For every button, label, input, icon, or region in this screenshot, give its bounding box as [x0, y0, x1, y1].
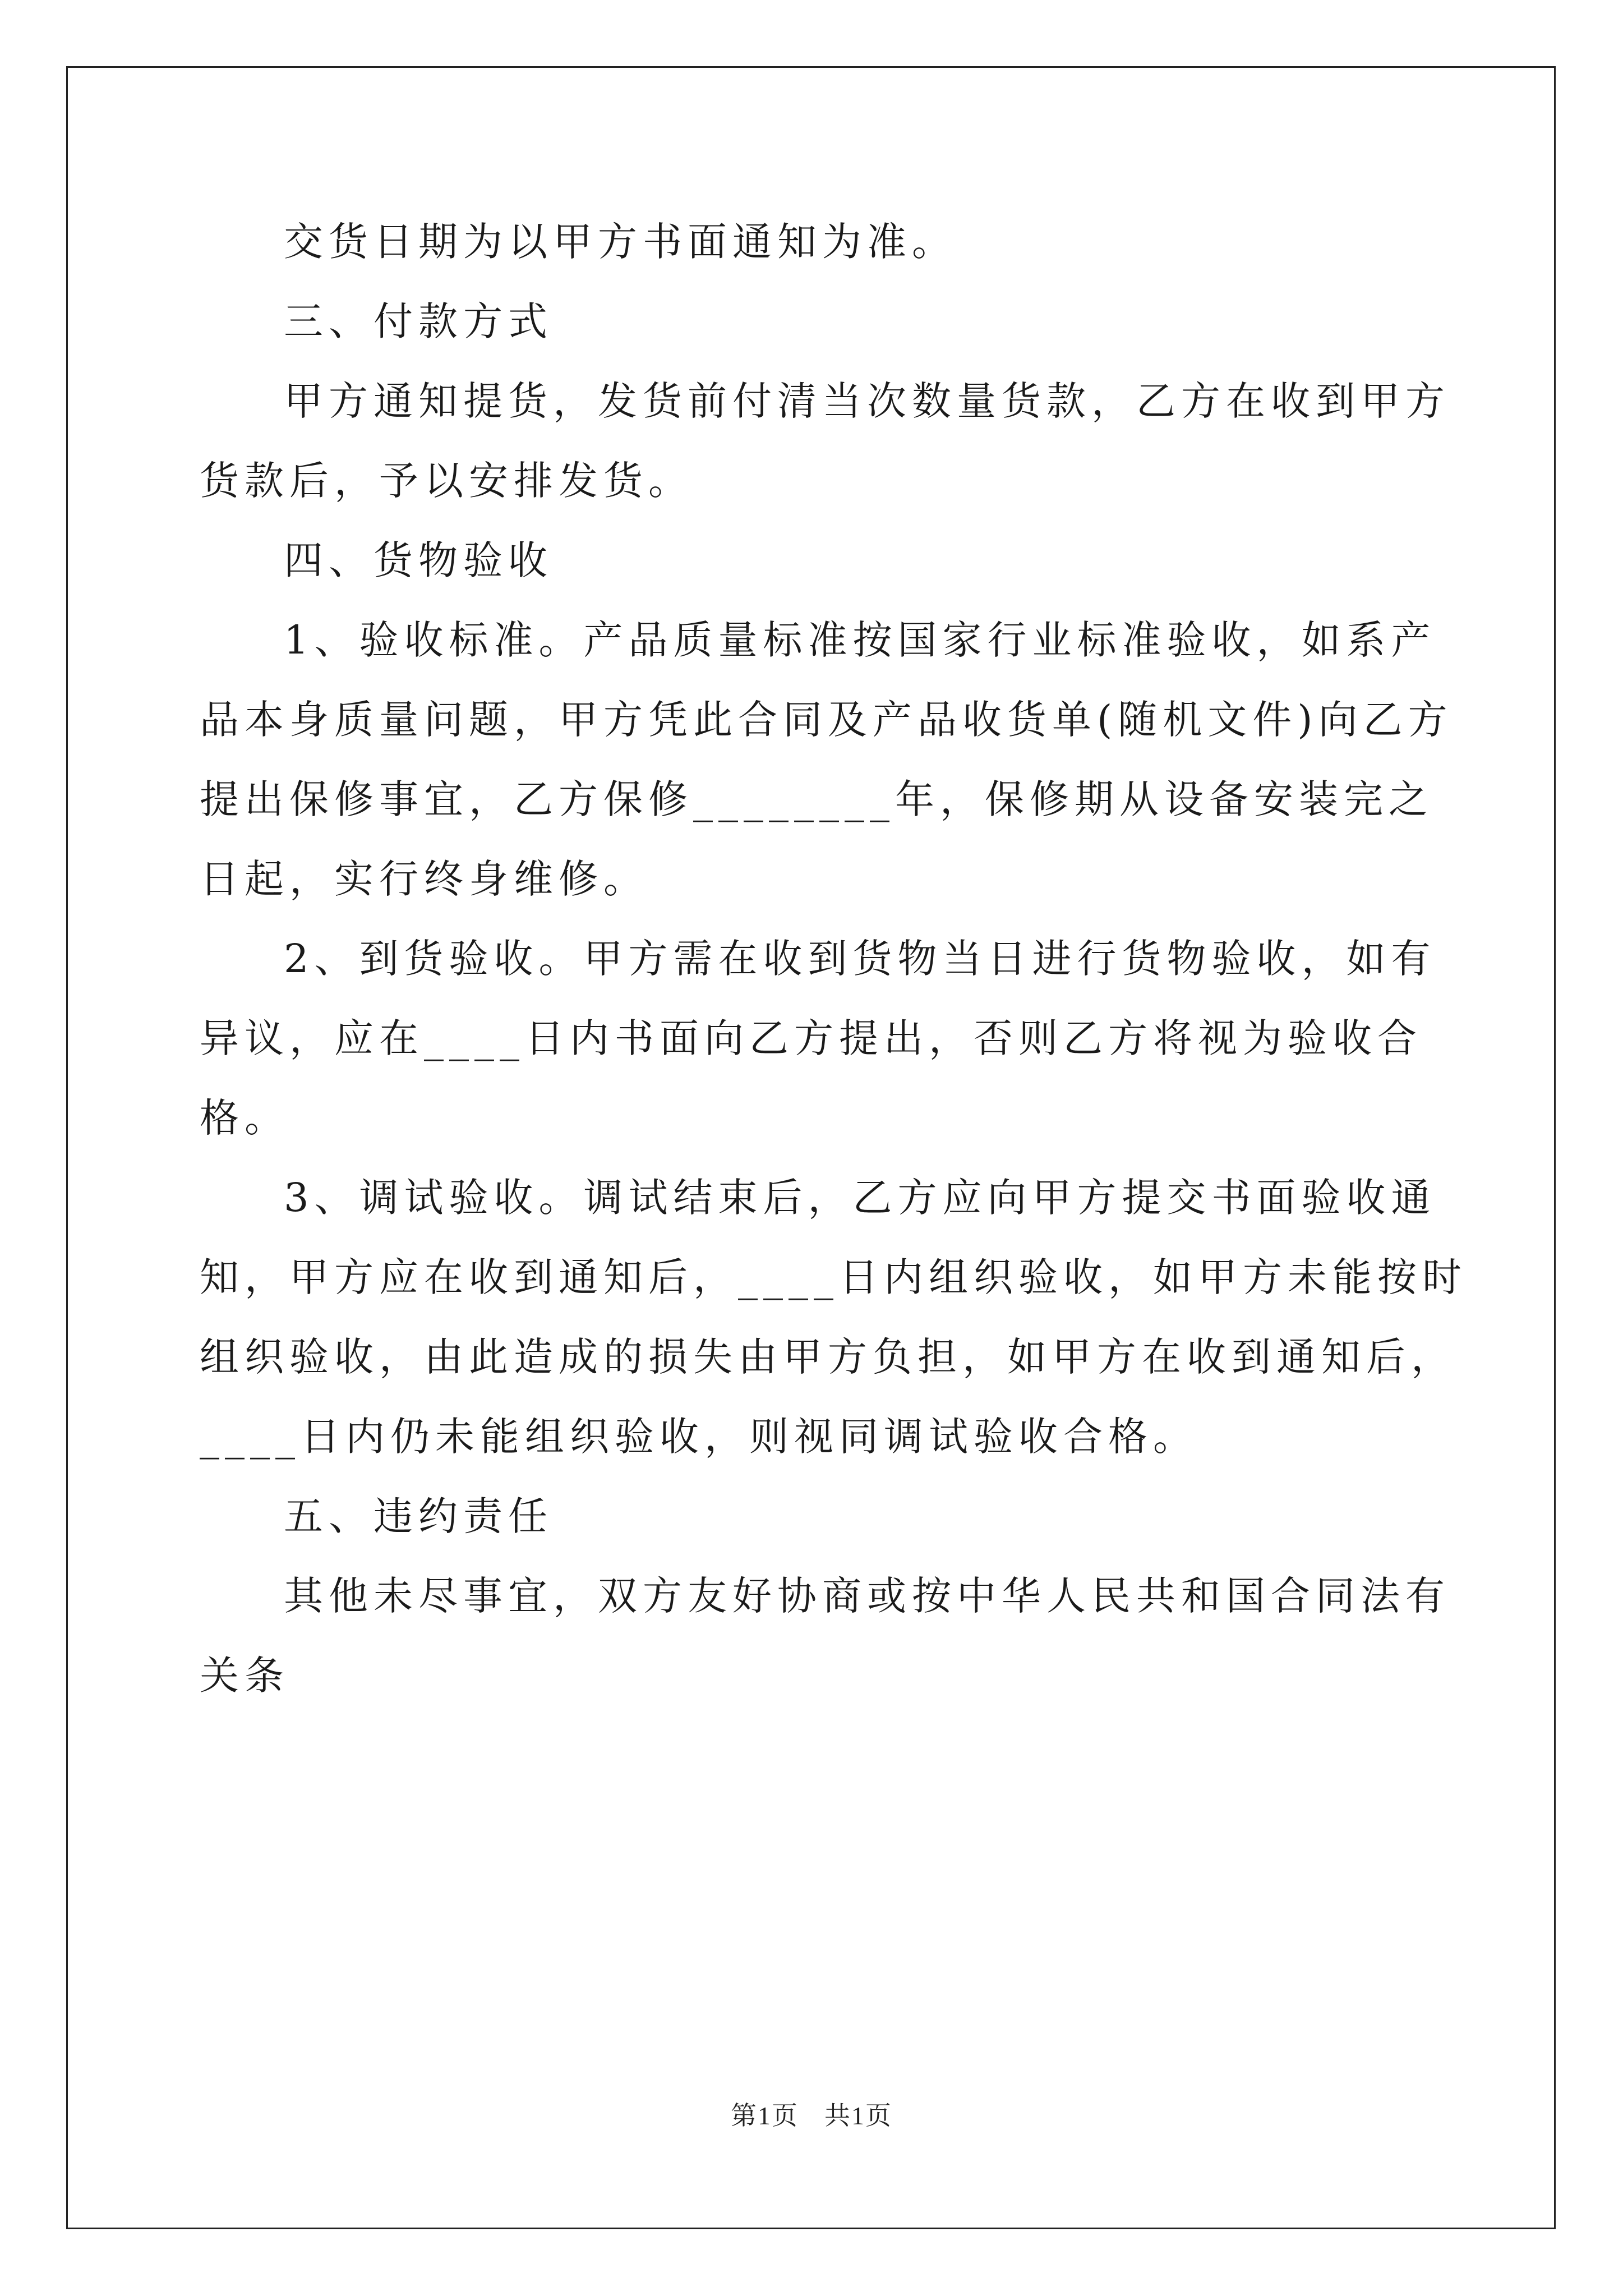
paragraph-payment-terms: 甲方通知提货，发货前付清当次数量货款，乙方在收到甲方货款后，予以安排发货。 — [200, 378, 1450, 504]
heading-breach-liability: 五、违约责任 — [284, 1493, 553, 1539]
paragraph-arrival-acceptance: 2、到货验收。甲方需在收到货物当日进行货物验收，如有异议，应在____日内书面向乙方提出，否则乙方将视为验收合格。 — [200, 936, 1436, 1141]
paragraph-delivery-date: 交货日期为以甲方书面通知为准。 — [284, 219, 957, 265]
page-number-total: 共1页 — [824, 2101, 892, 2130]
page-number-current: 第1页 — [731, 2101, 799, 2130]
document-body — [200, 202, 1467, 1715]
heading-payment-method: 三、付款方式 — [284, 298, 553, 344]
heading-goods-acceptance: 四、货物验收 — [284, 537, 553, 583]
page-footer — [0, 2095, 1623, 2132]
paragraph-acceptance-standard: 1、验收标准。产品质量标准按国家行业标准验收，如系产品本身质量问题，甲方凭此合同及产品收货单(随机文件)向乙方提出保修事宜，乙方保修________年，保修期从设备安装完之日起，实行终身维修。 — [200, 617, 1453, 902]
paragraph-debug-acceptance: 3、调试验收。调试结束后，乙方应向甲方提交书面验收通知，甲方应在收到通知后，____日内组织验收，如甲方未能按时组织验收，由此造成的损失由甲方负担，如甲方在收到通知后，____日内仍未能组织验收，则视同调试验收合格。 — [200, 1175, 1467, 1460]
paragraph-other-matters: 其他未尽事宜，双方友好协商或按中华人民共和国合同法有关条 — [200, 1573, 1450, 1699]
